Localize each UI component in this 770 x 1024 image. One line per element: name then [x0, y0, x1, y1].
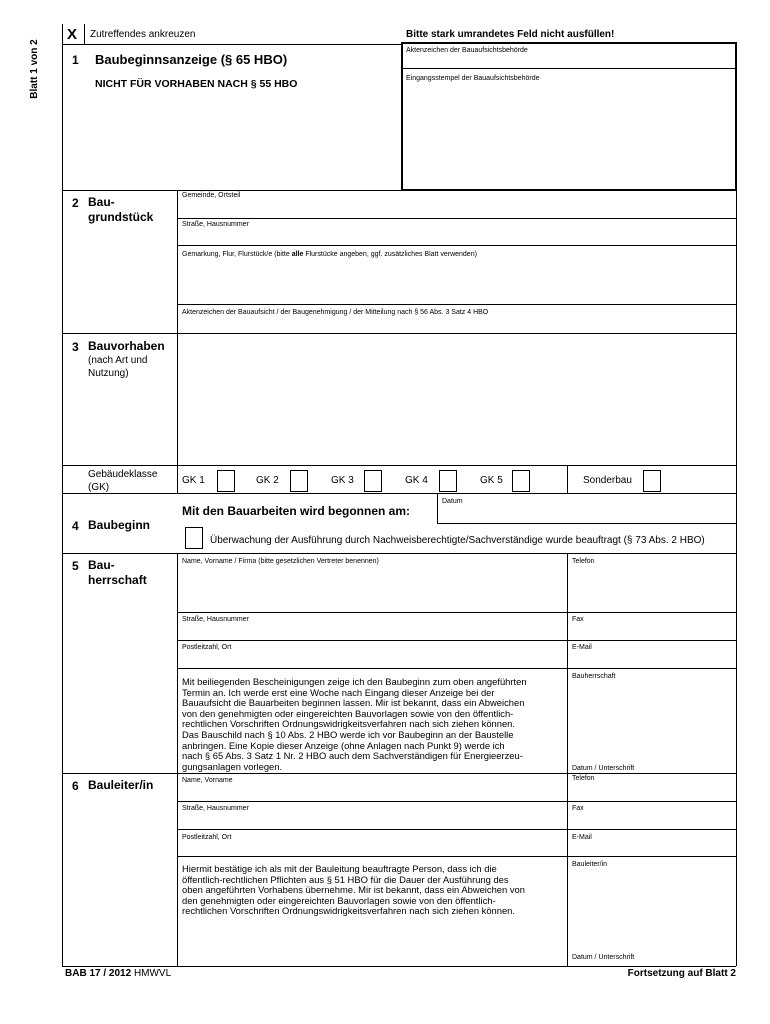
supervision-text: Überwachung der Ausführung durch Nachweisberechtigte/Sachverständige wurde beauftragt (§ 73 Abs. 2 HBO)	[210, 535, 705, 546]
section-6-top	[62, 773, 736, 774]
header-bottom-line	[62, 44, 402, 45]
parcel-line	[177, 304, 736, 305]
section-3-number: 3	[72, 340, 79, 354]
gk3-label: GK 3	[331, 475, 354, 486]
section-3-title: Bauvorhaben	[88, 339, 165, 353]
owner-signature-role: Bauherrschaft	[572, 673, 616, 680]
section-2-top	[62, 190, 736, 191]
form-footer-id	[65, 968, 171, 979]
construction-start-text: Mit den Bauarbeiten wird begonnen am:	[182, 504, 411, 518]
gk1-label: GK 1	[182, 475, 205, 486]
manager-street-field[interactable]	[178, 814, 566, 828]
municipality-field[interactable]	[178, 201, 735, 217]
section-5-title	[88, 558, 147, 588]
owner-declaration-line: gungsanlagen vorlegen.	[182, 760, 283, 772]
gk3-checkbox[interactable]	[364, 470, 382, 492]
owner-declaration-line: anbringen. Eine Kopie dieser Anzeige (ohne Anlagen nach Punkt 9) werde ich	[182, 739, 505, 751]
manager-signature-label: Datum / Unterschrift	[572, 954, 635, 961]
owner-street-label: Straße, Hausnummer	[182, 616, 249, 623]
manager-street-label: Straße, Hausnummer	[182, 805, 249, 812]
form-publisher: HMWVL	[133, 968, 172, 979]
gk1-checkbox[interactable]	[217, 470, 235, 492]
owner-declaration-line: rechtlichen Vorschriften Ordnungswidrigkeitsverfahren nach sich ziehen können.	[182, 718, 515, 730]
manager-name-field[interactable]	[178, 786, 566, 800]
gk2-checkbox[interactable]	[290, 470, 308, 492]
section-3-subtitle-line2: Nutzung)	[88, 368, 129, 379]
gk5-checkbox[interactable]	[512, 470, 530, 492]
street-line	[177, 245, 736, 246]
section-5-title-line2: herrschaft	[88, 573, 147, 587]
receipt-stamp-label: Eingangsstempel der Bauaufsichtsbehörde	[406, 75, 540, 82]
start-date-field[interactable]	[438, 506, 735, 522]
section-4-number: 4	[72, 519, 79, 533]
section-4-top	[62, 493, 736, 494]
manager-declaration	[182, 864, 562, 917]
street-field[interactable]	[178, 230, 735, 244]
section-2-title-line1: Bau-	[88, 195, 115, 209]
manager-declaration-line: oben angeführten Vorhabens übernehme. Mir ist bekannt, dass ein Abweichen von	[182, 884, 525, 896]
owner-declaration-line: Das Bauschild nach § 10 Abs. 2 HBO werde ich vor Baubeginn an der Baustelle	[182, 728, 514, 740]
manager-postal-label: Postleitzahl, Ort	[182, 834, 232, 841]
manager-phone-field[interactable]	[568, 784, 735, 800]
owner-signature-label: Datum / Unterschrift	[572, 765, 635, 772]
owner-signature-field[interactable]	[568, 682, 735, 760]
gk4-label: GK 4	[405, 475, 428, 486]
owner-name-field[interactable]	[178, 567, 566, 611]
manager-postal-line	[177, 856, 736, 857]
office-use-box	[401, 42, 737, 191]
frame-bottom	[62, 966, 736, 967]
owner-declaration-line: Bauaufsicht die Bauarbeiten beginnen lassen. Mir ist bekannt, dass ein Abweichen	[182, 697, 525, 709]
owner-name-line	[177, 612, 736, 613]
section-5-number: 5	[72, 559, 79, 573]
parcel-label-prefix: Gemarkung, Flur, Flurstück/e (bitte	[182, 251, 292, 258]
section-5-top	[62, 553, 736, 554]
project-description-field[interactable]	[178, 334, 735, 464]
section-1-number: 1	[72, 53, 79, 67]
manager-email-label: E-Mail	[572, 834, 592, 841]
continuation-note: Fortsetzung auf Blatt 2	[627, 968, 736, 979]
section-6-number: 6	[72, 779, 79, 793]
date-field-bottom	[437, 523, 736, 524]
building-class-label-line2: (GK)	[88, 482, 110, 493]
owner-street-line	[177, 640, 736, 641]
owner-fax-field[interactable]	[568, 625, 735, 639]
form-id: BAB 17 / 2012	[65, 968, 132, 979]
frame-left	[62, 24, 63, 966]
supervision-checkbox[interactable]	[185, 527, 203, 549]
office-box-divider	[403, 68, 735, 69]
manager-declaration-line: rechtlichen Vorschriften Ordnungswidrigkeitsverfahren nach sich ziehen können.	[182, 905, 515, 917]
section-2-title-line2: grundstück	[88, 210, 154, 224]
section-2-title	[88, 195, 153, 225]
owner-postal-label: Postleitzahl, Ort	[182, 644, 232, 651]
cross-mark: X	[67, 26, 78, 43]
owner-declaration-line: von den genehmigten oder eingereichten Bauvorlagen sowie von den öffentlich-	[182, 707, 514, 719]
section-6-title: Bauleiter/in	[88, 778, 154, 792]
manager-declaration-line: öffentlich-rechtlichen Pflichten aus § 51 HBO für die Dauer der Ausführung des	[182, 873, 509, 885]
section-1-subtitle: NICHT FÜR VORHABEN NACH § 55 HBO	[95, 78, 298, 90]
manager-fax-label: Fax	[572, 805, 584, 812]
manager-postal-field[interactable]	[178, 843, 566, 855]
manager-phone-label: Telefon	[572, 775, 595, 782]
section-3-subtitle-line1: (nach Art und	[88, 355, 148, 366]
owner-email-field[interactable]	[568, 653, 735, 667]
owner-email-label: E-Mail	[572, 644, 592, 651]
authority-file-label: Aktenzeichen der Bauaufsichtsbehörde	[406, 47, 528, 54]
manager-name-line	[177, 801, 736, 802]
parcel-field[interactable]	[178, 260, 735, 302]
parcel-label-suffix: Flurstücke angeben, ggf. zusätzliches Blatt verwenden)	[303, 251, 477, 258]
building-class-label-line1: Gebäudeklasse	[88, 469, 158, 480]
manager-signature-role: Bauleiter/in	[572, 861, 608, 868]
section-5-label-divider	[177, 553, 178, 966]
owner-declaration	[182, 677, 562, 772]
section-3-subtitle	[88, 354, 147, 380]
sheet-indicator: Blatt 1 von 2	[29, 39, 40, 99]
owner-declaration-line: nach § 65 Abs. 3 Satz 1 Nr. 2 HBO auch dem Sachverständigen für Energieerzeu-	[182, 750, 523, 762]
section-1-title: Baubeginnsanzeige (§ 65 HBO)	[95, 52, 288, 67]
date-label: Datum	[442, 498, 463, 505]
special-building-checkbox[interactable]	[643, 470, 661, 492]
municipality-label: Gemeinde, Ortsteil	[182, 192, 241, 199]
gk2-label: GK 2	[256, 475, 279, 486]
parcel-label	[182, 250, 477, 259]
building-class-row-top	[62, 465, 736, 466]
parcel-label-emphasis: alle	[291, 251, 304, 258]
manager-street-line	[177, 829, 736, 830]
manager-name-label: Name, Vorname	[182, 777, 233, 784]
manager-fax-field[interactable]	[568, 814, 735, 828]
manager-declaration-line: Hiermit bestätige ich als mit der Bauleitung beauftragte Person, dass ich die	[182, 863, 497, 874]
building-class-label	[88, 468, 158, 494]
special-building-label: Sonderbau	[583, 475, 632, 486]
section-4-title: Baubeginn	[88, 518, 150, 532]
section-5-title-line1: Bau-	[88, 558, 115, 572]
gk5-label: GK 5	[480, 475, 503, 486]
frame-right	[736, 190, 737, 966]
owner-postal-field[interactable]	[178, 653, 566, 667]
frame-num-divider	[84, 24, 85, 44]
manager-declaration-line: den genehmigten oder eingereichten Bauvorlagen sowie von den öffentlich-	[182, 894, 496, 906]
owner-phone-field[interactable]	[568, 567, 735, 611]
owner-declaration-line: Mit beiliegenden Bescheinigungen zeige ich den Baubeginn zum oben angeführten	[182, 676, 527, 687]
owner-declaration-line: Termin an. Ich werde erst eine Woche nach Eingang dieser Anzeige bei der	[182, 686, 495, 698]
owner-name-label: Name, Vorname / Firma (bitte gesetzlichen Vertreter benennen)	[182, 558, 379, 565]
street-label: Straße, Hausnummer	[182, 221, 249, 228]
gk4-checkbox[interactable]	[439, 470, 457, 492]
section-2-number: 2	[72, 196, 79, 210]
office-use-notice: Bitte stark umrandetes Feld nicht ausfüllen!	[406, 29, 615, 40]
manager-email-field[interactable]	[568, 843, 735, 855]
tick-hint: Zutreffendes ankreuzen	[90, 29, 196, 40]
owner-fax-label: Fax	[572, 616, 584, 623]
special-building-divider	[567, 465, 568, 493]
manager-signature-field[interactable]	[568, 870, 735, 950]
file-reference-label: Aktenzeichen der Bauaufsicht / der Baugenehmigung / der Mitteilung nach § 56 Abs. 3 Satz 4 HBO	[182, 309, 489, 316]
owner-postal-line	[177, 668, 736, 669]
owner-street-field[interactable]	[178, 625, 566, 639]
municipality-line	[177, 218, 736, 219]
file-reference-field[interactable]	[178, 318, 735, 332]
owner-phone-label: Telefon	[572, 558, 595, 565]
